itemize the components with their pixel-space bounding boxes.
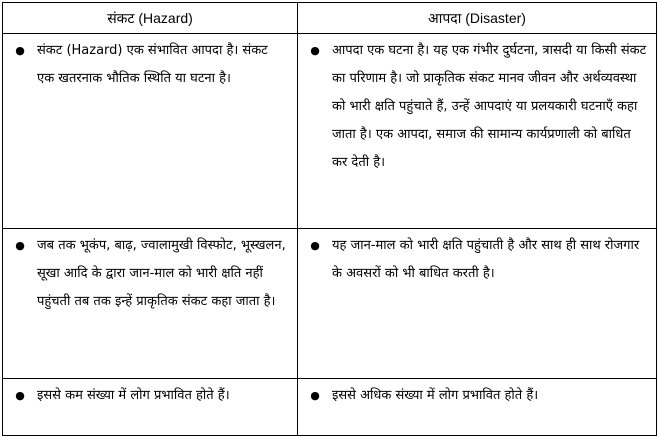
bullet-icon: ● xyxy=(310,388,320,402)
bullet-icon: ● xyxy=(15,44,25,57)
disaster-cell xyxy=(298,378,657,435)
bullet-icon: ● xyxy=(15,388,25,402)
table-row xyxy=(3,229,657,378)
table-row xyxy=(3,34,657,229)
table-row xyxy=(3,378,657,435)
bullet-icon: ● xyxy=(310,239,320,253)
disaster-column-header: आपदा (Disaster) xyxy=(298,3,657,34)
hazard-text: इससे कम संख्या में लोग प्रभावित होते हैं। xyxy=(37,387,230,403)
hazard-text: जब तक भूकंप, बाढ़, ज्वालामुखी विस्फोट, भूस्खलन, सूखा आदि के द्वारा जान-माल को भारी क्षति नहीं पहुंचती तब तक इन्हें प्राकृतिक संकट कहा जाता है। xyxy=(37,238,286,310)
hazard-cell xyxy=(3,34,298,229)
disaster-text: आपदा एक घटना है। यह एक गंभीर दुर्घटना, त्रासदी या किसी संकट का परिणाम है। जो प्राकृतिक संकट मानव जीवन और अर्थव्यवस्था को भारी क्षति पहुंचाते हैं, उन्हें आपदाएं या प्रलयकारी घटनाएँ कहा जाता है। एक आपदा, समाज की सामान्य कार्यप्रणाली को बाधित कर देती है। xyxy=(332,43,647,170)
hazard-column-header: संकट (Hazard) xyxy=(3,3,298,34)
hazard-cell xyxy=(3,378,298,435)
disaster-cell xyxy=(298,34,657,229)
disaster-text: यह जान-माल को भारी क्षति पहुंचाती है और साथ ही साथ रोजगार के अवसरों को भी बाधित करती है। xyxy=(332,238,640,282)
bullet-icon: ● xyxy=(15,239,25,253)
hazard-text: संकट (Hazard) एक संभावित आपदा है। संकट एक खतरनाक भौतिक स्थिति या घटना है। xyxy=(37,43,268,86)
disaster-text: इससे अधिक संख्या में लोग प्रभावित होते हैं। xyxy=(332,387,539,403)
hazard-disaster-comparison-table xyxy=(2,2,657,436)
bullet-icon: ● xyxy=(310,44,320,57)
disaster-cell xyxy=(298,229,657,378)
hazard-cell xyxy=(3,229,298,378)
header-row xyxy=(3,3,657,34)
